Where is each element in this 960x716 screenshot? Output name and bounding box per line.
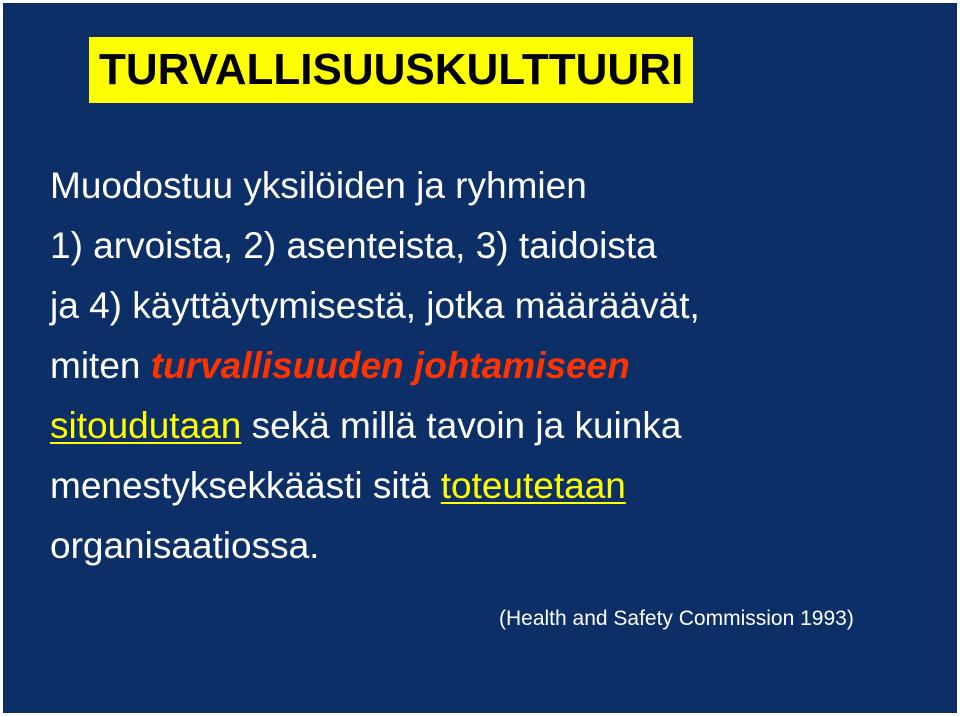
body-line-2: 1) arvoista, 2) asenteista, 3) taidoista [50,225,657,266]
body-line-5-rest: sekä millä tavoin ja kuinka [241,405,682,446]
body-line-3: ja 4) käyttäytymisestä, jotka määräävät, [50,285,700,326]
body-line-6-prefix: menestyksekkäästi sitä [50,465,441,506]
body-line-6 [50,456,930,516]
slide-title: TURVALLISUUSKULTTUURI [99,45,684,94]
underlined-word-sitoudutaan: sitoudutaan [50,405,242,446]
body-line-1: Muodostuu yksilöiden ja ryhmien [50,165,587,206]
highlighted-phrase: turvallisuuden johtamiseen [150,345,630,386]
body-line-7: organisaatiossa. [50,525,320,566]
body-line-4-prefix: miten [50,345,151,386]
body-line-4 [50,336,930,396]
citation: (Health and Safety Commission 1993) [499,607,854,630]
body-text [50,156,930,576]
slide [3,3,957,713]
underlined-word-toteutetaan: toteutetaan [440,465,626,506]
title-box [89,37,693,103]
body-line-5 [50,396,930,456]
